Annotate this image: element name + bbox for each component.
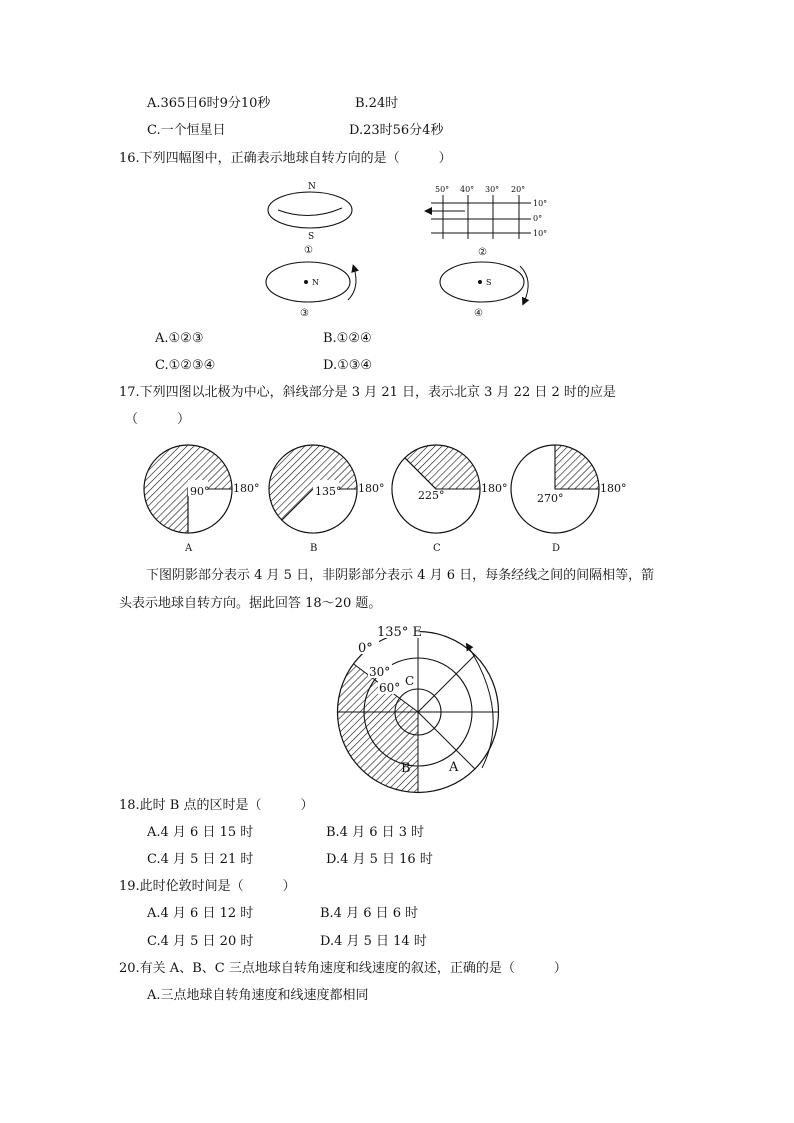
meridian-0-label: 0° <box>358 641 373 656</box>
figure-number: ① <box>304 245 313 256</box>
side-label: 180° <box>358 482 385 495</box>
pole-label: N <box>312 278 319 287</box>
lat-label: 0° <box>533 214 543 223</box>
q15-option-a: A.365日6时9分10秒 <box>147 96 271 111</box>
q17-stem-cont: （ ） <box>125 412 191 427</box>
q16-figure-1 <box>260 178 360 258</box>
q19-option-d: D.4 月 5 日 14 时 <box>320 934 427 949</box>
angle-label: 270° <box>537 492 564 505</box>
north-label: N <box>308 182 316 192</box>
q16-figure-4 <box>438 258 548 320</box>
figure-label: B <box>310 543 318 554</box>
lat-30-label: 30° <box>369 665 391 679</box>
q17-figure-d <box>507 436 632 558</box>
polar-figure <box>310 620 500 780</box>
q18-option-b: B.4 月 6 日 3 时 <box>326 825 425 840</box>
side-label: 180° <box>233 482 260 495</box>
q15-option-b: B.24时 <box>355 96 399 111</box>
lon-label: 30° <box>485 185 500 194</box>
meridian-135e-label: 135° E <box>377 625 422 640</box>
angle-label: 225° <box>418 489 445 502</box>
lat-60-label: 60° <box>379 681 401 695</box>
lon-label: 40° <box>460 185 475 194</box>
q18-option-d: D.4 月 5 日 16 时 <box>326 852 433 867</box>
q19-option-c: C.4 月 5 日 20 时 <box>147 934 254 949</box>
lon-label: 50° <box>435 185 450 194</box>
lon-label: 20° <box>511 185 526 194</box>
figure-label: D <box>552 543 561 554</box>
q18-option-c: C.4 月 5 日 21 时 <box>147 852 254 867</box>
side-label: 180° <box>600 482 627 495</box>
lat-label: 10° <box>533 199 548 208</box>
lat-label: 10° <box>533 229 548 238</box>
q15-option-c: C.一个恒星日 <box>147 123 226 138</box>
q16-option-d: D.①③④ <box>323 358 373 373</box>
q15-option-d: D.23时56分4秒 <box>349 123 444 138</box>
south-label: S <box>308 232 315 242</box>
q16-option-a: A.①②③ <box>155 331 204 346</box>
figure-label: A <box>185 543 193 554</box>
q16-stem: 16.下列四幅图中，正确表示地球自转方向的是（ ） <box>119 151 452 166</box>
q18-option-a: A.4 月 6 日 15 时 <box>147 825 254 840</box>
point-a-label: A <box>449 760 459 775</box>
q17-figure-b <box>265 436 385 558</box>
q16-figure-3 <box>262 258 372 320</box>
q18-stem: 18.此时 B 点的区时是（ ） <box>119 798 314 813</box>
q17-stem: 17.下列四图以北极为中心，斜线部分是 3 月 21 日，表示北京 3 月 22 日 2 时的应是 <box>119 385 616 400</box>
q16-option-b: B.①②④ <box>323 331 372 346</box>
passage-line-2: 头表示地球自转方向。据此回答 18～20 题。 <box>119 596 382 611</box>
q17-figure-a <box>140 436 260 558</box>
angle-label: 135° <box>315 485 342 498</box>
figure-number: ③ <box>300 308 309 319</box>
passage-line-1: 下图阴影部分表示 4 月 5 日，非阴影部分表示 4 月 6 日，每条经线之间的间隔相等，箭 <box>146 568 655 583</box>
q19-option-a: A.4 月 6 日 12 时 <box>147 906 254 921</box>
q20-option-a: A.三点地球自转角速度和线速度都相同 <box>147 988 369 1003</box>
figure-number: ② <box>478 247 487 258</box>
point-b-label: B <box>401 761 411 776</box>
q16-figure-2 <box>425 183 565 263</box>
q20-stem: 20.有关 A、B、C 三点地球自转角速度和线速度的叙述，正确的是（ ） <box>119 961 567 976</box>
q17-figure-c <box>388 436 508 558</box>
figure-label: C <box>433 543 441 554</box>
side-label: 180° <box>481 482 508 495</box>
q19-stem: 19.此时伦敦时间是（ ） <box>119 879 296 894</box>
figure-number: ④ <box>474 308 483 319</box>
pole-label: S <box>486 278 492 287</box>
point-c-label: C <box>405 674 415 688</box>
angle-label: 90° <box>190 485 210 498</box>
q19-option-b: B.4 月 6 日 6 时 <box>320 906 419 921</box>
q16-option-c: C.①②③④ <box>155 358 216 373</box>
